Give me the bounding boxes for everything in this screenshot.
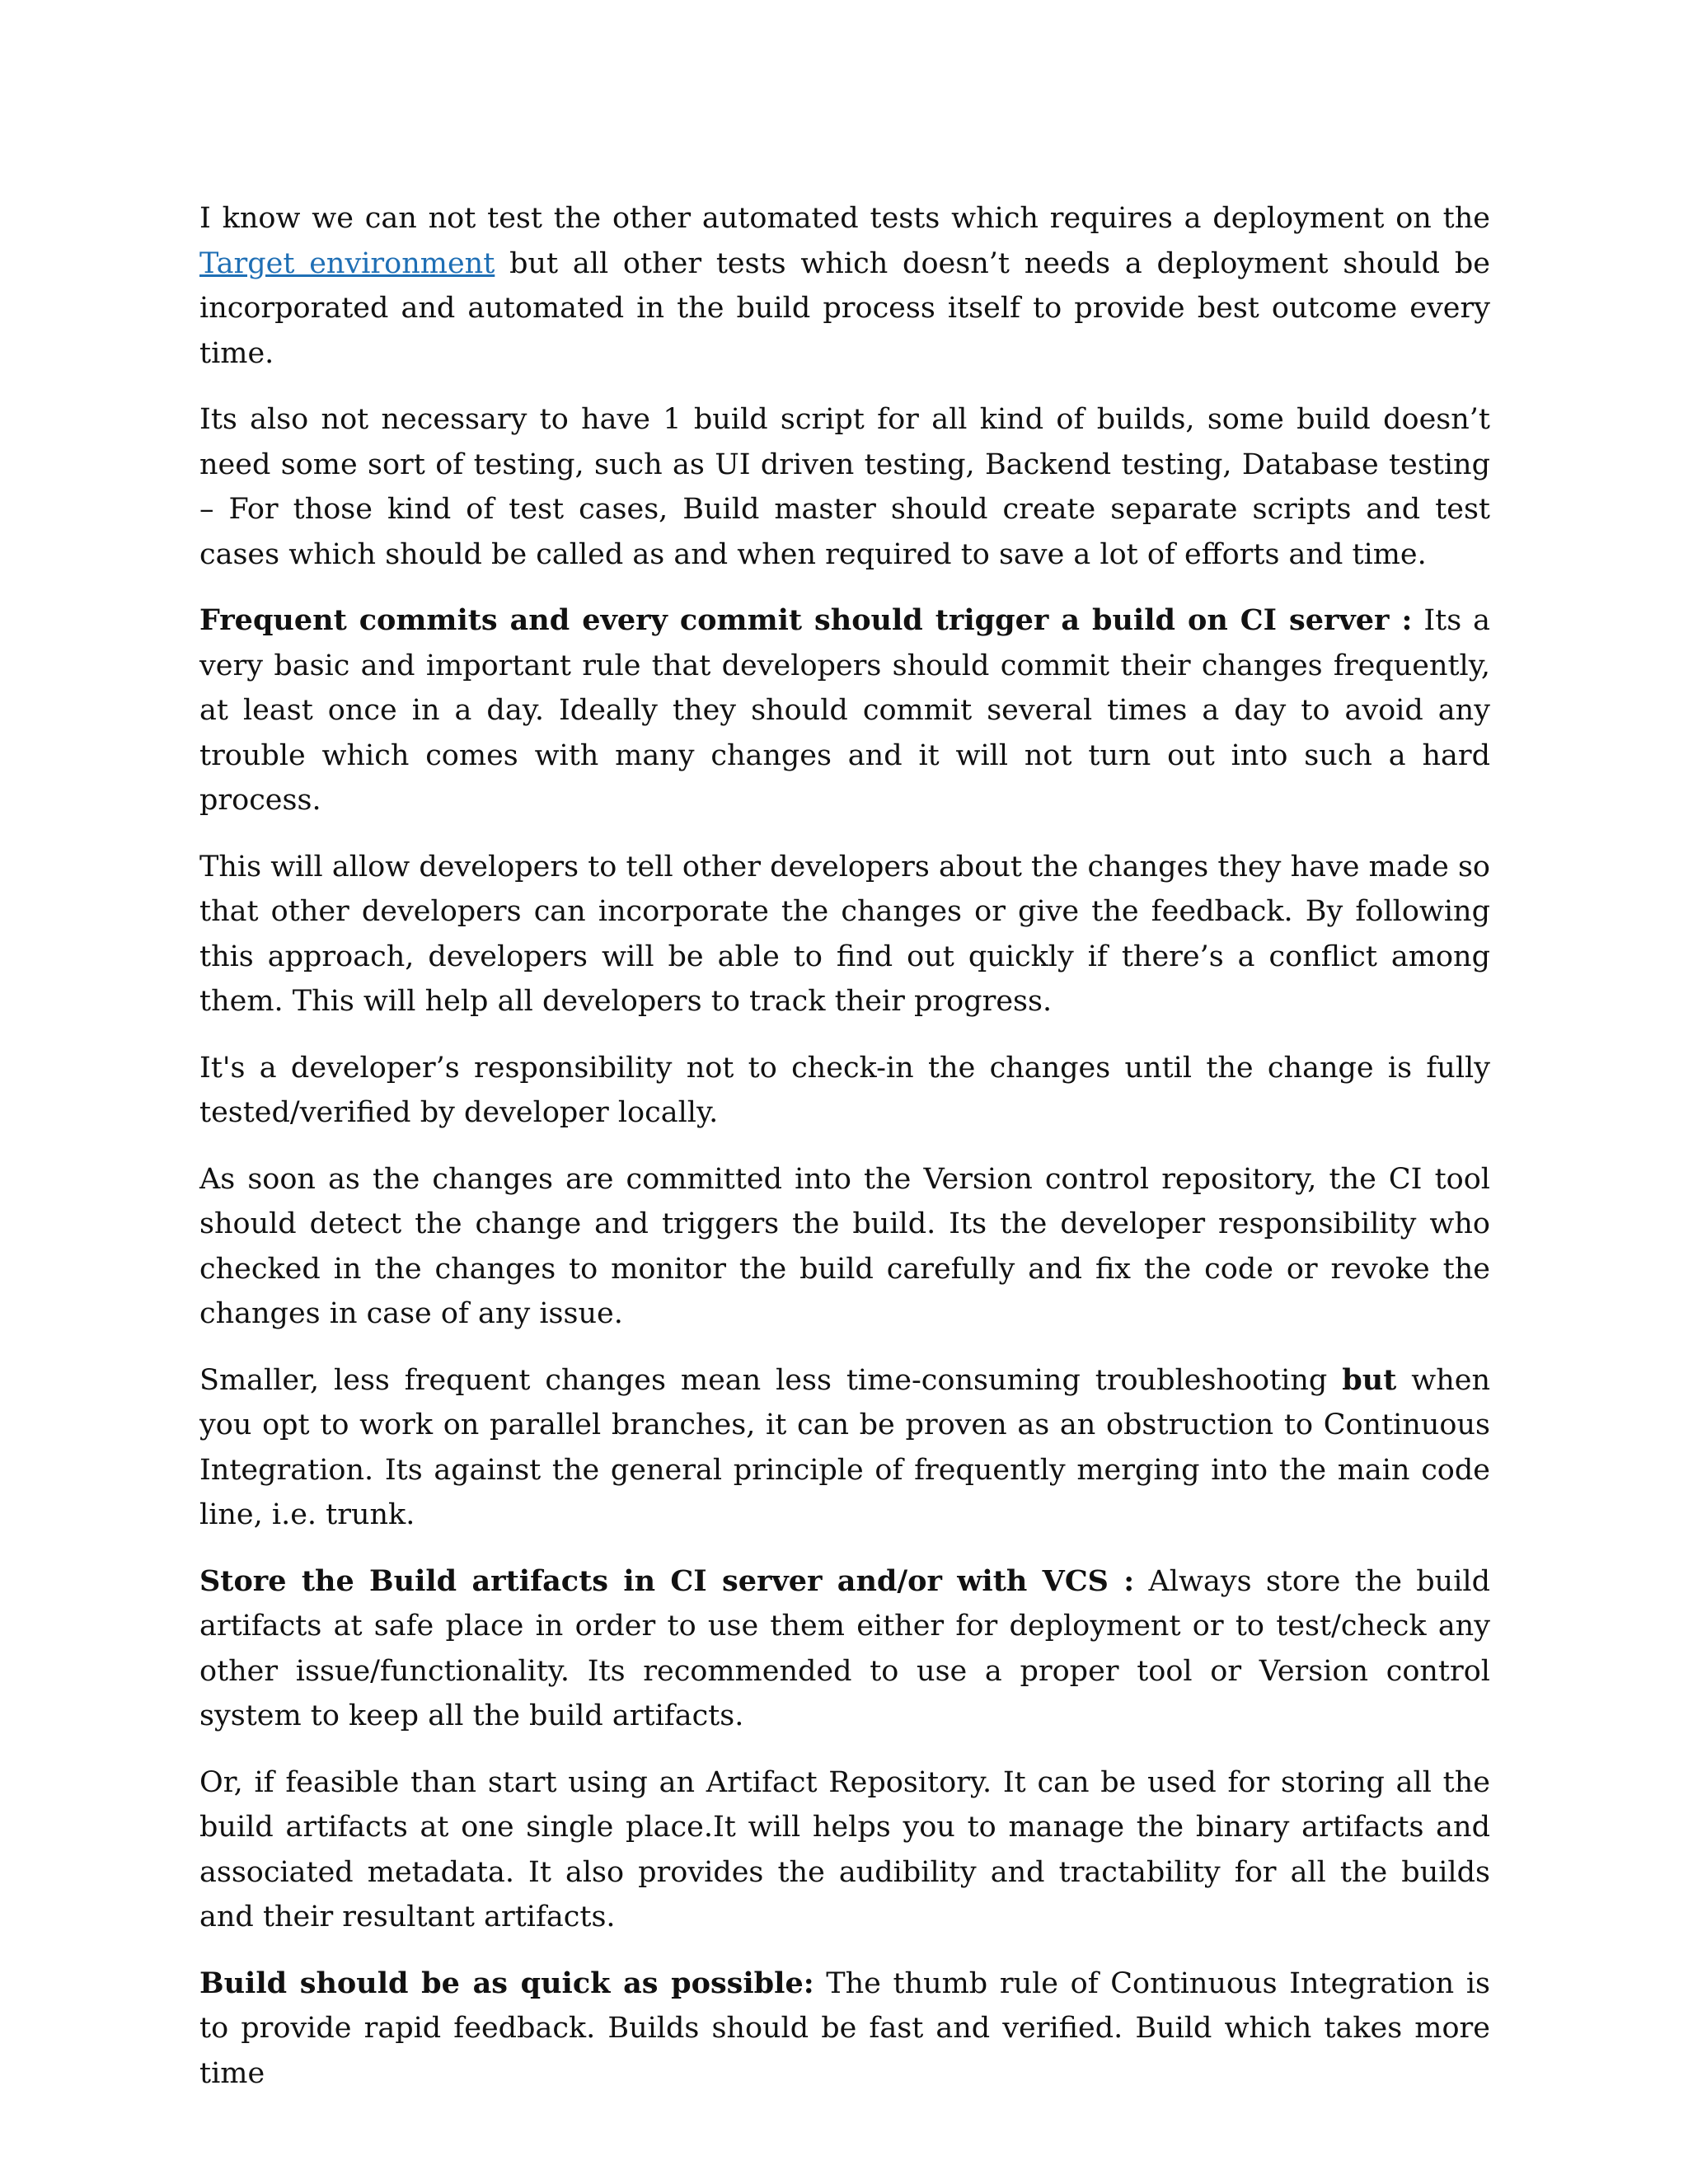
emphasis-text: but bbox=[1342, 1362, 1397, 1397]
paragraph-text: Or, if feasible than start using an Artifact Repository. It can be used for storing all the build artifacts at one single place.It will helps you to manage the binary artifacts and associated metadata. It also provides the audibility and tractability for all the builds and their resultant artifacts. bbox=[199, 1765, 1490, 1933]
paragraph-text: The thumb rule of Continuous Integration is to provide rapid feedback. Builds should be fast and verified. Build which takes more time bbox=[199, 1966, 1490, 2090]
paragraph-text: Its a very basic and important rule that developers should commit their changes frequently, at least once in a day. Ideally they should commit several times a day to avoid any trouble which comes with many changes and it will not turn out into such a hard process. bbox=[199, 604, 1490, 817]
paragraph-build-scripts bbox=[199, 397, 1490, 577]
paragraph-artifact-repository bbox=[199, 1760, 1490, 1940]
paragraph-heading: Frequent commits and every commit should trigger a build on CI server : bbox=[199, 603, 1413, 637]
paragraph-tell-developers bbox=[199, 845, 1490, 1024]
paragraph-text: Always store the build artifacts at safe place in order to use them either for deployment or to test/check any other issue/functionality. Its recommended to use a proper tool or Version control system to keep all the build artifacts. bbox=[199, 1564, 1490, 1732]
paragraph-ci-detect-change bbox=[199, 1157, 1490, 1337]
paragraph-heading: Store the Build artifacts in CI server and/or with VCS : bbox=[199, 1563, 1135, 1598]
paragraph-text: when you opt to work on parallel branches, it can be proven as an obstruction to Continuous Integration. Its against the general principle of frequently merging into the main code line, i.e. trunk. bbox=[199, 1363, 1490, 1531]
paragraph-quick-build bbox=[199, 1961, 1490, 2097]
paragraph-store-artifacts bbox=[199, 1559, 1490, 1739]
paragraph-heading: Build should be as quick as possible: bbox=[199, 1966, 814, 2000]
paragraph-text: but all other tests which doesn’t needs a deployment should be incorporated and automated in the build process itself to provide best outcome every time. bbox=[199, 246, 1490, 370]
document-page bbox=[199, 196, 1490, 2117]
paragraph-text: Its also not necessary to have 1 build script for all kind of builds, some build doesn’t need some sort of testing, such as UI driven testing, Backend testing, Database testing – For those kind of test cases, Build master should create separate scripts and test cases which should be called as and when required to save a lot of efforts and time. bbox=[199, 403, 1490, 571]
paragraph-target-environment bbox=[199, 196, 1490, 376]
paragraph-text: This will allow developers to tell other developers about the changes they have made so that other developers can incorporate the changes or give the feedback. By following this approach, developers will be able to find out quickly if there’s a conflict among them. This will help all developers to track their progress. bbox=[199, 850, 1490, 1018]
paragraph-text: As soon as the changes are committed into the Version control repository, the CI tool should detect the change and triggers the build. Its the developer responsibility who checked in the changes to monitor the build carefully and fix the code or revoke the changes in case of any issue. bbox=[199, 1162, 1490, 1330]
paragraph-developer-responsibility bbox=[199, 1046, 1490, 1136]
paragraph-smaller-changes bbox=[199, 1358, 1490, 1538]
paragraph-frequent-commits bbox=[199, 598, 1490, 823]
target-environment-link[interactable]: Target environment bbox=[199, 246, 495, 280]
paragraph-text: It's a developer’s responsibility not to check-in the changes until the change is fully tested/verified by developer locally. bbox=[199, 1051, 1490, 1129]
paragraph-text: Smaller, less frequent changes mean less time-consuming troubleshooting bbox=[199, 1363, 1343, 1397]
paragraph-text: I know we can not test the other automated tests which requires a deployment on the bbox=[199, 202, 1490, 235]
